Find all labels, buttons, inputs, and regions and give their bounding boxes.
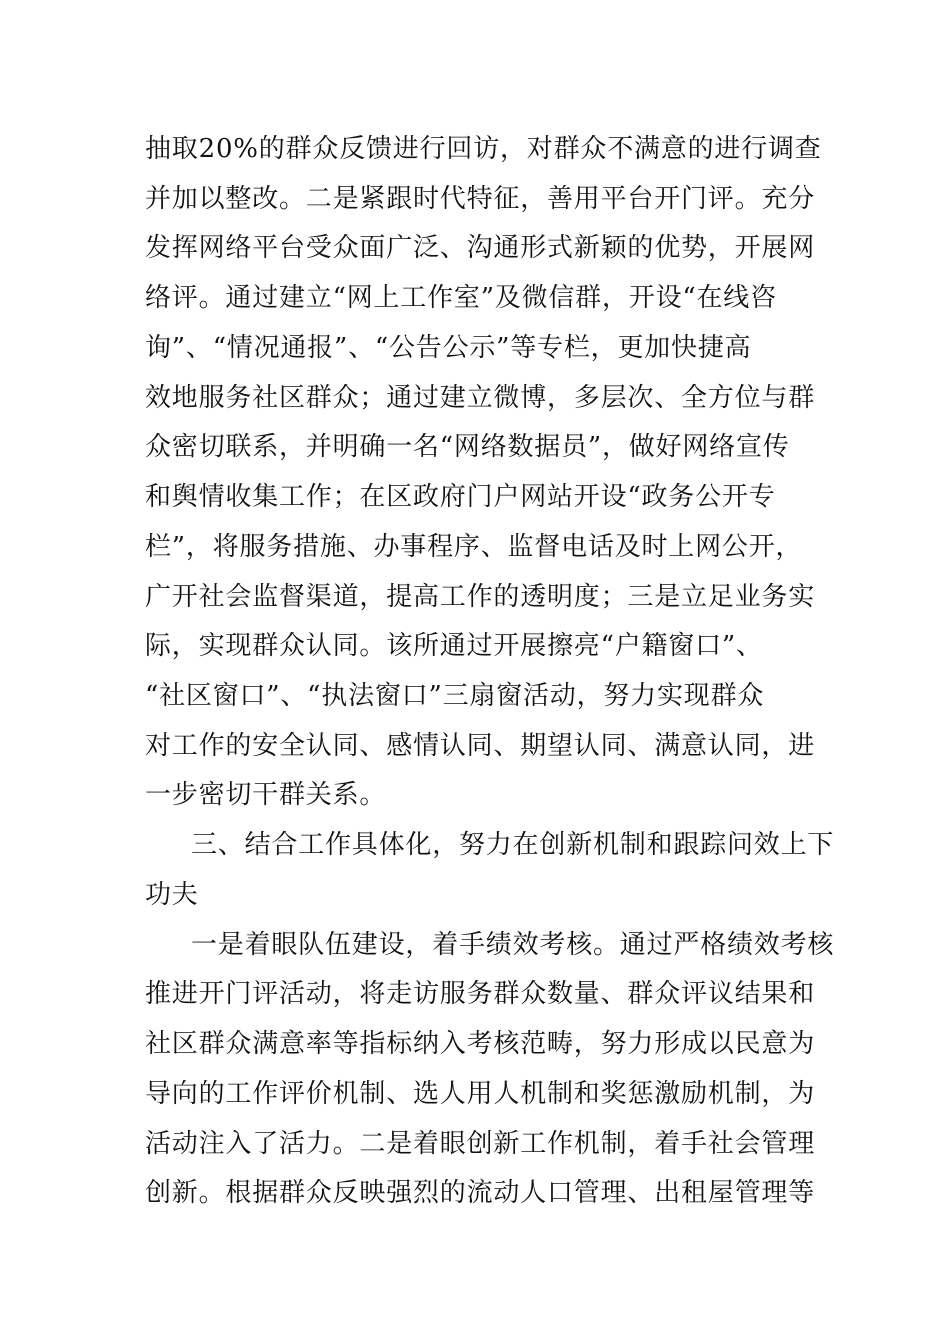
- text-line: 导向的工作评价机制、选人用人机制和奖惩激励机制，为: [145, 1079, 816, 1109]
- text-line: “社区窗口”、“执法窗口”三扇窗活动，努力实现群众: [145, 681, 765, 711]
- section-heading-continuation: 功夫: [145, 880, 199, 910]
- section-heading: 三、结合工作具体化，努力在创新机制和跟踪问效上下: [191, 830, 835, 860]
- text-line: 创新。根据群众反映强烈的流动人口管理、出租屋管理等: [145, 1178, 816, 1208]
- text-line: 和舆情收集工作；在区政府门户网站开设“政务公开专: [145, 482, 776, 512]
- text-line: 抽取20%的群众反馈进行回访，对群众不满意的进行调查: [145, 134, 822, 164]
- text-line: 发挥网络平台受众面广泛、沟通形式新颖的优势，开展网: [145, 233, 816, 263]
- text-line: 推进开门评活动，将走访服务群众数量、群众评议结果和: [145, 979, 816, 1009]
- text-line: 效地服务社区群众；通过建立微博，多层次、全方位与群: [145, 383, 816, 413]
- text-line: 对工作的安全认同、感情认同、期望认同、满意认同，进: [145, 731, 816, 761]
- text-line: 一是着眼队伍建设，着手绩效考核。通过严格绩效考核: [191, 930, 835, 960]
- text-line: 广开社会监督渠道，提高工作的透明度；三是立足业务实: [145, 582, 816, 612]
- text-line: 际，实现群众认同。该所通过开展擦亮“户籍窗口”、: [145, 631, 763, 661]
- text-line: 栏”，将服务措施、办事程序、监督电话及时上网公开，: [145, 532, 803, 562]
- text-line: 社区群众满意率等指标纳入考核范畴，努力形成以民意为: [145, 1029, 816, 1059]
- text-line: 一步密切干群关系。: [145, 780, 387, 810]
- text-line: 询”、“情况通报”、“公告公示”等专栏，更加快捷高: [145, 333, 752, 363]
- text-line: 并加以整改。二是紧跟时代特征，善用平台开门评。充分: [145, 184, 816, 214]
- text-line: 活动注入了活力。二是着眼创新工作机制，着手社会管理: [145, 1129, 816, 1159]
- text-line: 络评。通过建立“网上工作室”及微信群，开设“在线咨: [145, 283, 777, 313]
- text-line: 众密切联系，并明确一名“网络数据员”，做好网络宣传: [145, 432, 790, 462]
